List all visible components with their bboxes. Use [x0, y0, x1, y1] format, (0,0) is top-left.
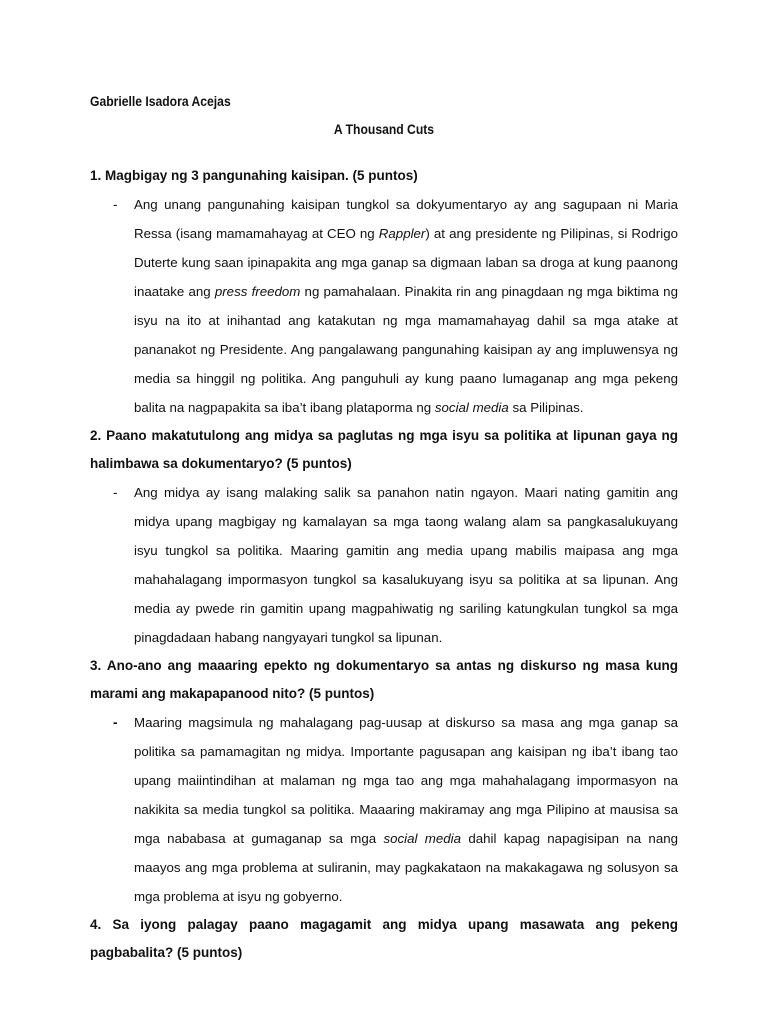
question-3: 3. Ano-ano ang maaaring epekto ng dokumentaryo sa antas ng diskurso ng masa kung marami ang makapapanood nito? (5 puntos) [90, 658, 678, 701]
bullet-dash: - [113, 197, 118, 212]
answer-1-part-3: ) at ang presidente ng Pilipinas, si Rodrigo Duterte kung saan ipinapakita ang mga ganap sa digmaan laban sa droga at kung paanong inaatake ang [134, 226, 678, 299]
answer-1-text [134, 190, 678, 422]
social-media-italic: social media [383, 831, 461, 846]
bullet-dash: - [113, 715, 118, 730]
answer-1-part-5: ng pamahalaan. Pinakita rin ang pinagdaan ng mga biktima ng isyu na ito at inihantad ang katakutan ng mga mamamahayag dahil sa mga atake at pananakot ng Presidente. Ang pangalawang pangunahing kaisipan ay ang impluwensya ng media sa hinggil ng politika. Ang panguhuli ay kung paano lumaganap ang mga pekeng balita na nagpapakita sa iba’t ibang plataporma ng [134, 284, 678, 415]
answer-2 [90, 478, 678, 652]
rappler-italic: Rappler [378, 226, 426, 241]
answer-3-text [134, 708, 678, 911]
answer-3-part-3: dahil kapag napagisipan na nang maayos ang mga problema at suliranin, may pagkakataon na makakagawa ng solusyon sa mga problema at isyu ng gobyerno. [134, 831, 679, 904]
answer-1-part-7: sa Pilipinas. [508, 400, 584, 415]
answer-3 [90, 708, 678, 911]
press-freedom-italic: press freedom [214, 284, 301, 299]
question-4: 4. Sa iyong palagay paano magagamit ang midya upang masawata ang pekeng pagbabalita? (5 puntos) [90, 917, 678, 960]
bullet-dash: - [113, 485, 118, 500]
answer-1 [90, 190, 678, 422]
question-2: 2. Paano makatutulong ang midya sa paglutas ng mga isyu sa politika at lipunan gaya ng halimbawa sa dokumentaryo? (5 puntos) [90, 428, 678, 471]
document-page [90, 92, 678, 967]
social-media-italic: social media [434, 400, 509, 415]
answer-1-part-1: Ang unang pangunahing kaisipan tungkol sa dokyumentaryo ay ang sagupaan ni Maria Ressa (isang mamamahayag at CEO ng [134, 197, 678, 241]
document-title: A Thousand Cuts [333, 122, 435, 137]
answer-2-text: Ang midya ay isang malaking salik sa panahon natin ngayon. Maari nating gamitin ang midya upang magbigay ng kamalayan sa mga taong walang alam sa pangkasalukuyang isyu tungkol sa politika. Maaring gamitin ang media upang mabilis maipasa ang mga mahahalagang impormasyon tungkol sa kasalukuyang isyu sa politika at sa lipunan. Ang media ay pwede rin gamitin upang magpahiwatig ng sariling katungkulan tungkol sa mga pinagdadaan habang nangyayari tungkol sa lipunan. [134, 485, 678, 645]
question-1: 1. Magbigay ng 3 pangunahing kaisipan. (5 puntos) [90, 168, 418, 183]
author-name: Gabrielle Isadora Acejas [90, 94, 231, 109]
answer-3-part-1: Maaring magsimula ng mahalagang pag-uusap at diskurso sa masa ang mga ganap sa politika sa pamamagitan ng midya. Importante pagusapan ang kaisipan ng iba’t ibang tao upang maiintindihan at malaman ng mga tao ang mga mahahalagang impormasyon na nakikita sa media tungkol sa politika. Maaaring makiramay ang mga Pilipino at mausisa sa mga nababasa at gumaganap sa mga [134, 715, 678, 846]
